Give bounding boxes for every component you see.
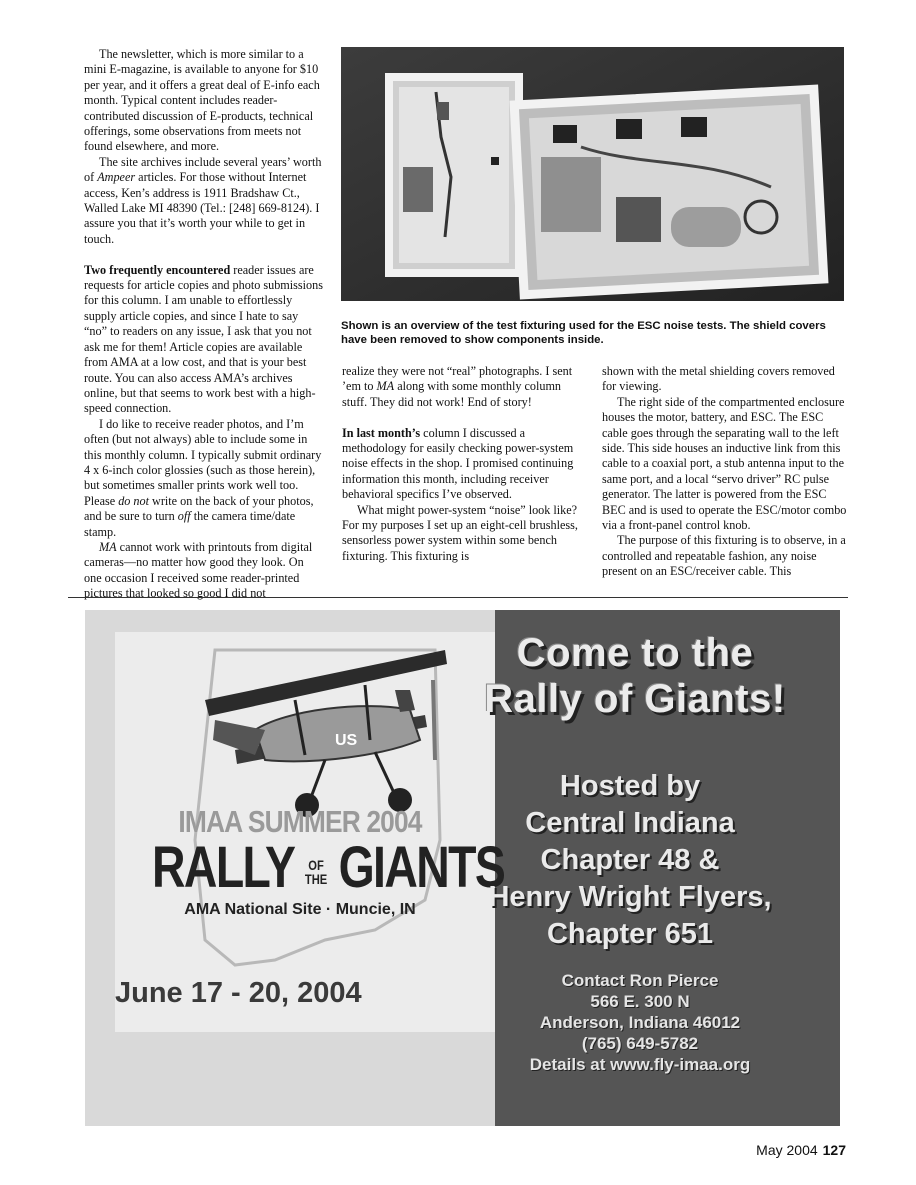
ad-hosts: [405, 768, 840, 953]
paragraph: [84, 155, 324, 247]
emphasis: do not: [118, 493, 149, 508]
ad-contact: [440, 970, 840, 1075]
contact-line: Anderson, Indiana 46012: [539, 1013, 741, 1032]
ad-headline: [385, 630, 840, 722]
paragraph: shown with the metal shielding covers removed for viewing.: [602, 364, 835, 394]
logo-word-of: OF: [308, 856, 324, 873]
hosts-line: Chapter 651: [546, 918, 713, 950]
photo-caption: Shown is an overview of the test fixturing used for the ESC noise tests. The shield covers have been removed to show components inside.: [341, 320, 826, 346]
rally-of-giants-advertisement: [85, 610, 840, 1126]
text: write on the back of your photos, and be sure to turn: [84, 493, 314, 524]
text: articles. For those without Internet access, Ken’s address is 1911 Bradshaw Ct., Walled Lake MI 48390 (Tel.: [248] 669-8124). I assure you that it’s worth your while to get in touch.: [84, 170, 320, 246]
event-date: June 17 - 20, 2004: [115, 977, 362, 1009]
publication-name: MA: [99, 539, 117, 554]
hosts-line: Chapter 48 &: [540, 844, 720, 876]
paragraph: [84, 417, 324, 540]
test-fixture-photo: [341, 47, 844, 301]
event-logo-site: AMA National Site · Muncie, IN: [184, 901, 416, 918]
section-lead-in: In last month’s: [342, 425, 421, 440]
logo-word-the: THE: [304, 870, 328, 887]
logo-of-the: [305, 858, 327, 886]
logo-word-giants: GIANTS: [338, 835, 505, 900]
publication-name: MA: [376, 379, 395, 394]
article-column-2: [342, 364, 578, 564]
article-column-3: [602, 364, 847, 580]
text: cannot work with printouts from digital cameras—no matter how good they look. On one occasion I received some reader-printed pictures that looked so good I did not: [84, 539, 313, 601]
paragraph: The right side of the compartmented enclosure houses the motor, battery, and ESC. The ESC cable goes through the separating wall to the left side. This side houses an inductive link from this cable to a coaxial port, a stub antenna input to the same port, and a local “servo driver” RC pulse generator. The latter is powered from the ESC BEC and is used to operate the ESC/motor combo via a front-panel control knob.: [602, 394, 847, 533]
paragraph: The newsletter, which is more similar to a mini E-magazine, is available to anyone for $10 per year, and it offers a great deal of E-info each month. Typical content includes reader-contributed discussion of E-products, technical offerings, some observations from meets not found elsewhere, and more.: [84, 47, 320, 154]
hosts-line: Hosted by: [559, 770, 701, 802]
plane-marking: US: [335, 732, 358, 749]
text: the camera time/date stamp.: [84, 509, 296, 539]
text: I do like to receive reader photos, and I’m often (but not always) able to include some in this monthly column. I typically submit ordinary 4 x 6-inch color glossies (such as those herein), but sometimes smaller prints work well too. Please: [84, 416, 322, 508]
paragraph: [84, 263, 324, 417]
contact-line: Details at www.fly-imaa.org: [529, 1055, 751, 1074]
text: reader issues are requests for article copies and photo submissions for this column. I am unable to effortlessly supply article copies, and since I hate to say “no” to readers on any issue, I ask that you not ask me for them! Article copies are available from AMA at a low cost, and that is your best route. You can also access AMA’s archives online, but that seems to work best with a high-speed connection.: [84, 262, 323, 416]
event-logo-title: [152, 835, 505, 900]
page-number: 127: [822, 1142, 846, 1158]
paragraph: What might power-system “noise” look like? For my purposes I set up an eight-cell brushless, sensorless power system within some bench fixturing. This fixturing is: [342, 502, 578, 563]
headline-line: Rally of Giants!: [484, 677, 786, 721]
headline-line: Come to the: [516, 631, 754, 675]
paragraph: [342, 364, 578, 410]
logo-word-rally: RALLY: [152, 835, 294, 900]
section-lead-in: Two frequently encountered: [84, 262, 231, 277]
contact-line: (765) 649-5782: [581, 1034, 699, 1053]
page-footer: [756, 1142, 846, 1158]
paragraph: [342, 426, 578, 503]
publication-name: Ampeer: [97, 170, 136, 185]
section-divider: [68, 597, 848, 598]
issue-date: May 2004: [756, 1142, 818, 1158]
paragraph: The purpose of this fixturing is to observe, in a controlled and repeatable fashion, any noise present on an ESC/receiver cable. This: [602, 533, 846, 579]
article-column-1: [84, 47, 324, 602]
contact-line: Contact Ron Pierce: [561, 971, 719, 990]
contact-line: 566 E. 300 N: [590, 992, 690, 1011]
paragraph: [84, 540, 324, 602]
text: realize they were not “real” photographs. I sent ’em to: [342, 364, 573, 394]
hosts-line: Henry Wright Flyers,: [488, 881, 772, 913]
event-logo-header: IMAA SUMMER 2004: [178, 804, 422, 839]
text: along with some monthly column stuff. They did not work! End of story!: [342, 379, 562, 409]
hosts-line: Central Indiana: [525, 807, 735, 839]
fixture-illustration: [341, 47, 844, 301]
text: The site archives include several years’ worth of: [84, 154, 322, 185]
emphasis: off: [177, 509, 191, 524]
text: column I discussed a methodology for easily checking power-system noise effects in the shop. I promised continuing information this month, including receiver behavioral specifics I’ve observed.: [342, 425, 574, 502]
